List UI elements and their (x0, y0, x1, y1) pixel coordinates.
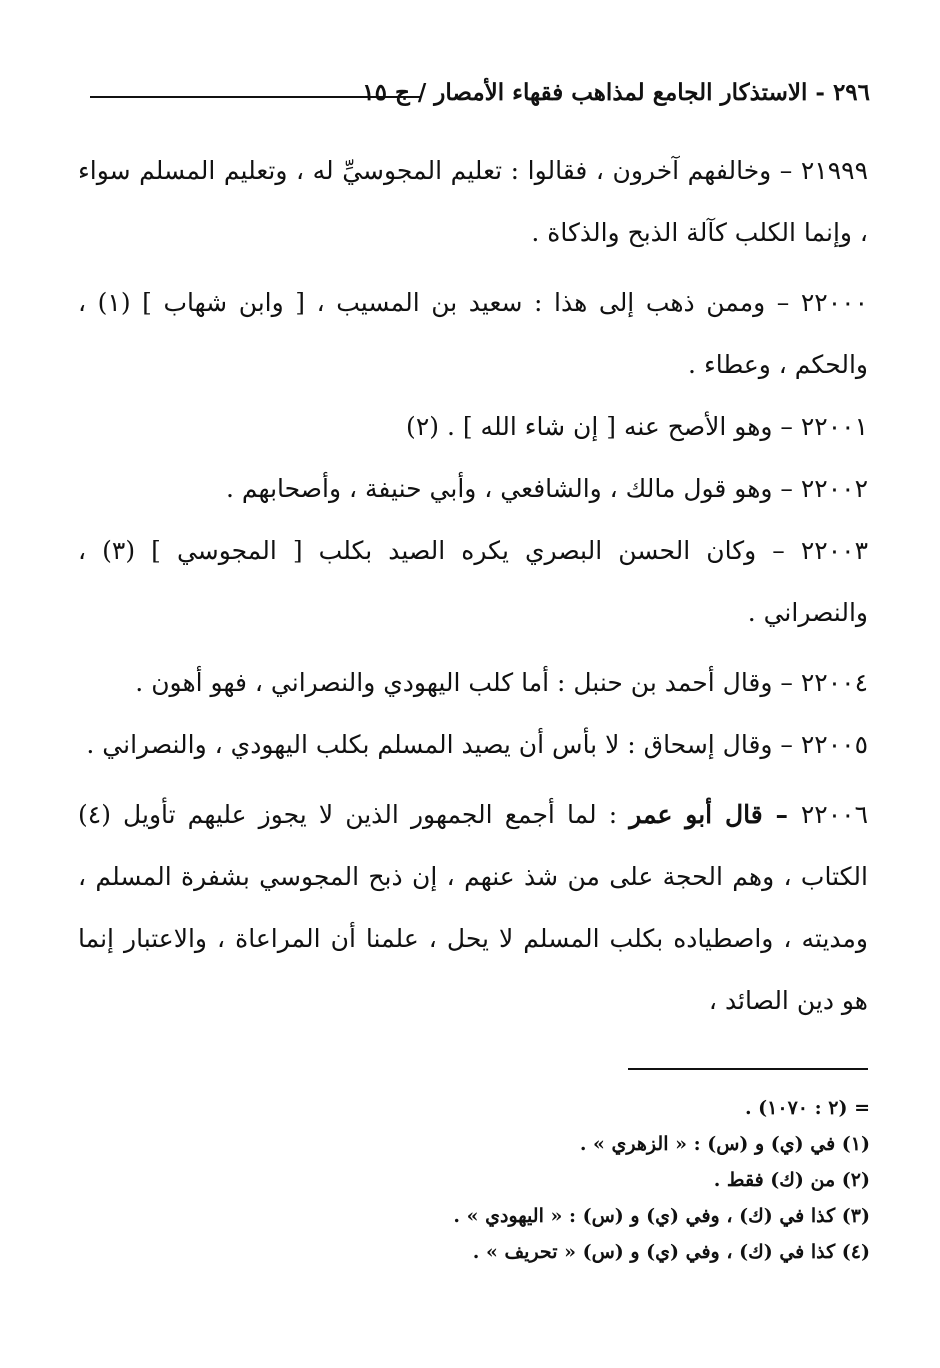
paragraph (78, 396, 868, 458)
paragraph-text: : لما أجمع الجمهور الذين لا يجوز عليهم تأويل (٤) الكتاب ، وهم الحجة على من شذ عنهم ، إن ذبح المجوسي بشفرة المسلم ، ومديته ، واصطياده بكلب المسلم لا يحل ، علمنا أن المراعاة ، والاعتبار إنما هو دين الصائد ، (78, 800, 868, 1015)
header-title: ٢٩٦ - الاستذكار الجامع لمذاهب فقهاء الأمصار / ج ١٥ (362, 79, 870, 106)
paragraph-number: ٢٢٠٠٤ (800, 668, 868, 697)
paragraph (78, 784, 868, 1032)
paragraph-number: ٢٢٠٠٢ (800, 474, 868, 503)
paragraph-text: – وقال أحمد بن حنبل : أما كلب اليهودي والنصراني ، فهو أهون . (135, 668, 801, 697)
paragraph-number: ٢٢٠٠٦ (800, 800, 869, 829)
paragraph-number: ٢٢٠٠١ (800, 412, 868, 441)
paragraph (78, 272, 868, 396)
body-text (78, 140, 868, 1032)
paragraph (78, 140, 868, 264)
footnote: (٣) كذا في (ك) ، وفي (ي) و (س) : « اليهودي » . (453, 1205, 870, 1227)
paragraph-number: ٢٢٠٠٥ (800, 730, 868, 759)
paragraph-text: – وخالفهم آخرون ، فقالوا : تعليم المجوسيِّ له ، وتعليم المسلم سواء ، وإنما الكلب كآلة الذبح والذكاة . (78, 156, 868, 247)
page-header (90, 78, 870, 118)
footnote-rule (628, 1068, 868, 1070)
paragraph-text: – وهو قول مالك ، والشافعي ، وأبي حنيفة ، وأصحابهم . (226, 474, 801, 503)
footnote: = (٢ : ١٠٧٠) . (744, 1097, 870, 1119)
paragraph-number: ٢٢٠٠٣ (800, 536, 868, 565)
paragraph (78, 652, 868, 714)
paragraph-text: – وهو الأصح عنه [ إن شاء الله ] . (٢) (406, 412, 801, 441)
speaker-lead: – قال أبو عمر (629, 800, 801, 829)
paragraph-text: – وممن ذهب إلى هذا : سعيد بن المسيب ، [ وابن شهاب ] (١) ، والحكم ، وعطاء . (78, 288, 868, 379)
paragraph-number: ٢١٩٩٩ (800, 156, 868, 185)
paragraph-number: ٢٢٠٠٠ (800, 288, 868, 317)
footnote: (٤) كذا في (ك) ، وفي (ي) و (س) « تحريف » . (472, 1241, 870, 1263)
paragraph-text: – وكان الحسن البصري يكره الصيد بكلب [ المجوسي ] (٣) ، والنصراني . (78, 536, 868, 627)
paragraph (78, 714, 868, 776)
paragraph (78, 520, 868, 644)
footnote: (٢) من (ك) فقط . (713, 1169, 870, 1191)
footnote: (١) في (ي) و (س) : « الزهري » . (579, 1133, 870, 1155)
paragraph (78, 458, 868, 520)
paragraph-text: – وقال إسحاق : لا بأس أن يصيد المسلم بكلب اليهودي ، والنصراني . (86, 730, 801, 759)
header-rule (90, 96, 420, 98)
footnotes (300, 1090, 870, 1270)
